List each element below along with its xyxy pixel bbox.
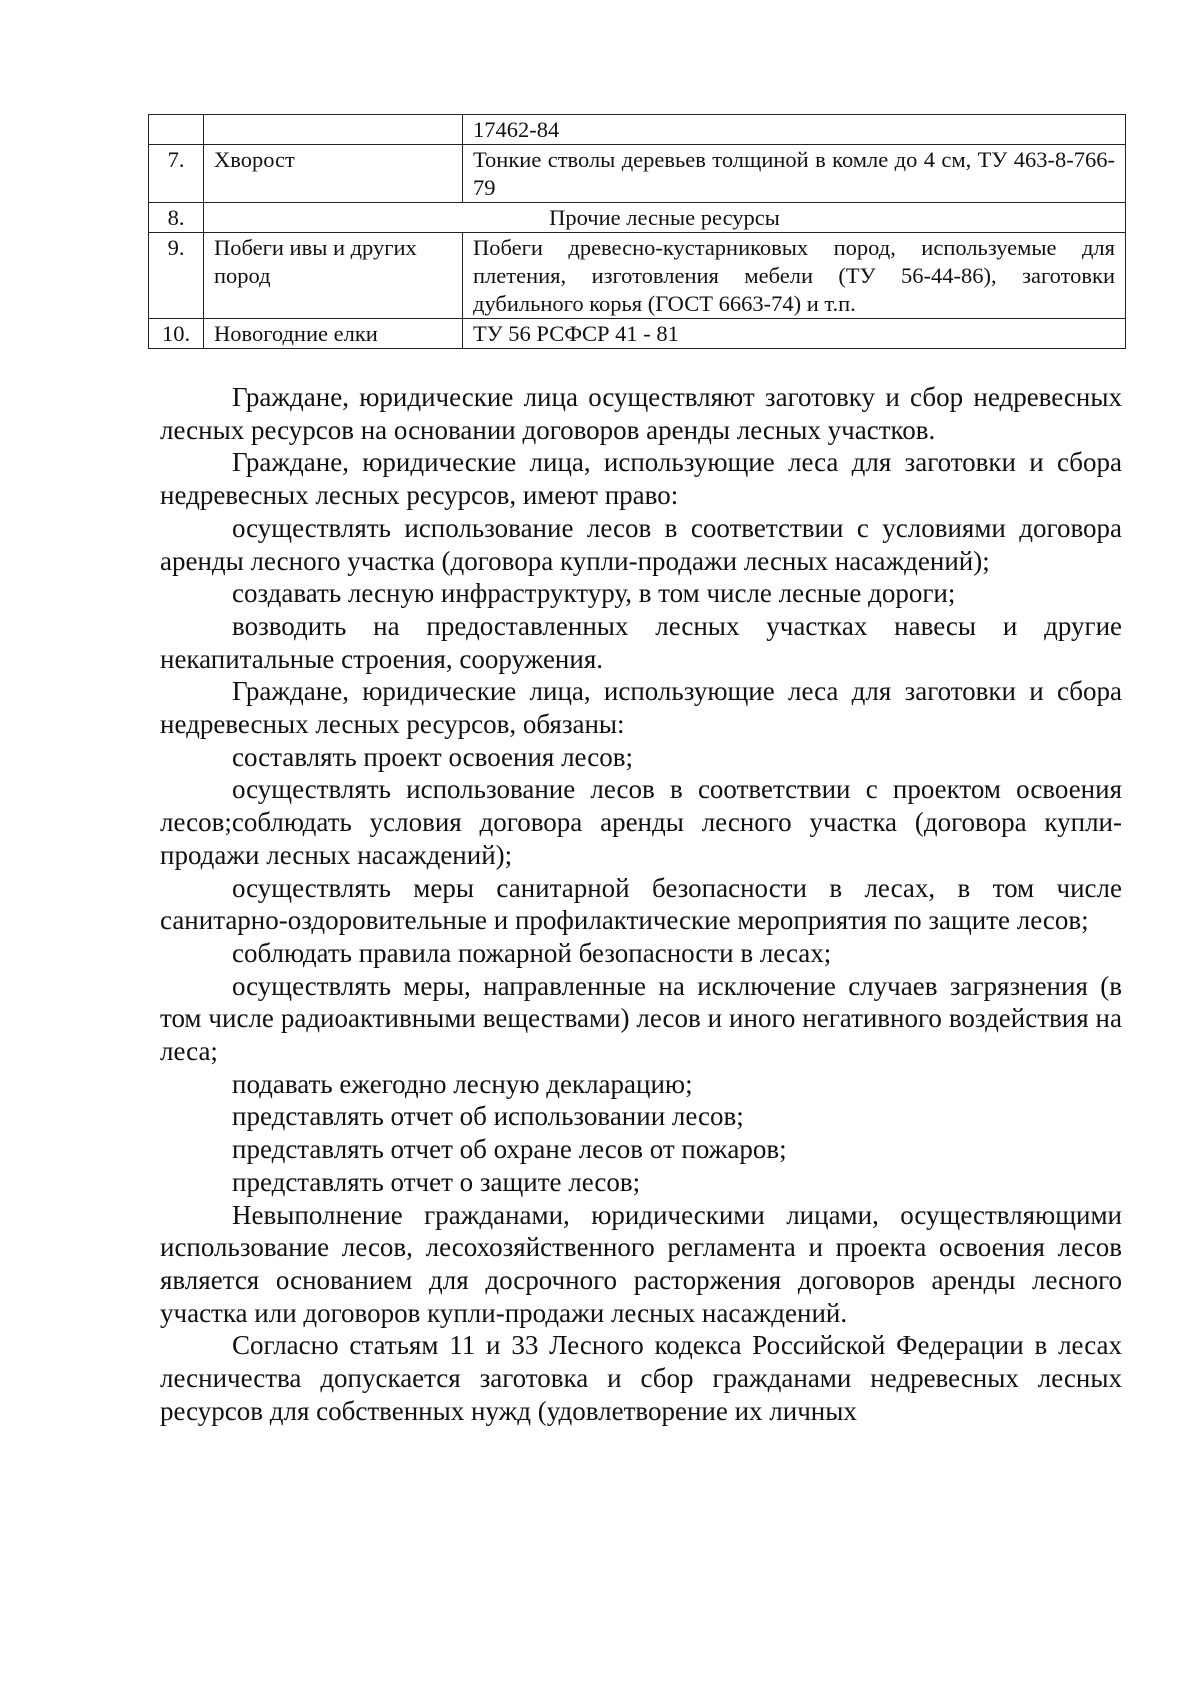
resource-name: Новогодние елки — [204, 319, 463, 349]
resource-name: Побеги ивы и других пород — [204, 233, 463, 319]
body-text — [160, 381, 1122, 1428]
section-heading: Прочие лесные ресурсы — [204, 203, 1126, 233]
paragraph: осуществлять использование лесов в соответствии с условиями договора аренды лесного участка (договора купли-продажи лесных насаждений); — [160, 512, 1122, 576]
paragraph: осуществлять использование лесов в соответствии с проектом освоения лесов;соблюдать условия договора аренды лесного участка (договора купли-продажи лесных насаждений); — [160, 774, 1122, 870]
resource-description: Побеги древесно-кустарниковых пород, используемые для плетения, изготовления мебели (ТУ 56-44-86), заготовки дубильного корья (ГОСТ 6663-74) и т.п. — [463, 233, 1126, 319]
paragraph: осуществлять меры, направленные на исключение случаев загрязнения (в том числе радиоактивными веществами) лесов и иного негативного воздействия на леса; — [160, 970, 1122, 1067]
row-number: 7. — [149, 145, 204, 203]
paragraph: Невыполнение гражданами, юридическими лицами, осуществляющими использование лесов, лесохозяйственного регламента и проекта освоения лесов является основанием для досрочного расторжения договоров аренды лесного участка или договоров купли-продажи лесных насаждений. — [160, 1199, 1122, 1328]
table-row — [149, 145, 1126, 203]
row-number: 10. — [149, 319, 204, 349]
paragraph: составлять проект освоения лесов; — [232, 741, 633, 772]
row-number: 9. — [149, 233, 204, 319]
resource-description: Тонкие стволы деревьев толщиной в комле до 4 см, ТУ 463-8-766-79 — [463, 145, 1126, 203]
table-row — [149, 115, 1126, 145]
paragraph: подавать ежегодно лесную декларацию; — [232, 1068, 693, 1099]
paragraph: Граждане, юридические лица осуществляют заготовку и сбор недревесных лесных ресурсов на основании договоров аренды лесных участков. — [160, 382, 1122, 445]
table-row — [149, 203, 1126, 233]
paragraph: представлять отчет об охране лесов от пожаров; — [232, 1134, 787, 1165]
paragraph: соблюдать правила пожарной безопасности в лесах; — [232, 937, 832, 968]
paragraph: создавать лесную инфраструктуру, в том числе лесные дороги; — [232, 578, 956, 609]
resources-table — [148, 114, 1126, 349]
paragraph: представлять отчет об использовании лесов; — [232, 1101, 744, 1132]
paragraph: возводить на предоставленных лесных участках навесы и другие некапитальные строения, сооружения. — [160, 610, 1122, 674]
paragraph: осуществлять меры санитарной безопасности в лесах, в том числе санитарно-оздоровительные и профилактические мероприятия по защите лесов; — [160, 872, 1122, 936]
row-number: 8. — [149, 203, 204, 233]
paragraph: Граждане, юридические лица, использующие леса для заготовки и сбора недревесных лесных ресурсов, обязаны: — [160, 676, 1122, 740]
table-row — [149, 319, 1126, 349]
resource-name: Хворост — [204, 145, 463, 203]
table-row — [149, 233, 1126, 319]
resource-description: 17462-84 — [463, 115, 1126, 145]
resource-description: ТУ 56 РСФСР 41 - 81 — [463, 319, 1126, 349]
row-number — [149, 115, 204, 145]
paragraph: Граждане, юридические лица, использующие леса для заготовки и сбора недревесных лесных ресурсов, имеют право: — [160, 447, 1122, 511]
paragraph: Согласно статьям 11 и 33 Лесного кодекса Российской Федерации в лесах лесничества допускается заготовка и сбор гражданами недревесных лесных ресурсов для собственных нужд (удовлетворение их личных — [160, 1330, 1122, 1426]
resource-name — [204, 115, 463, 145]
paragraph: представлять отчет о защите лесов; — [232, 1166, 641, 1197]
